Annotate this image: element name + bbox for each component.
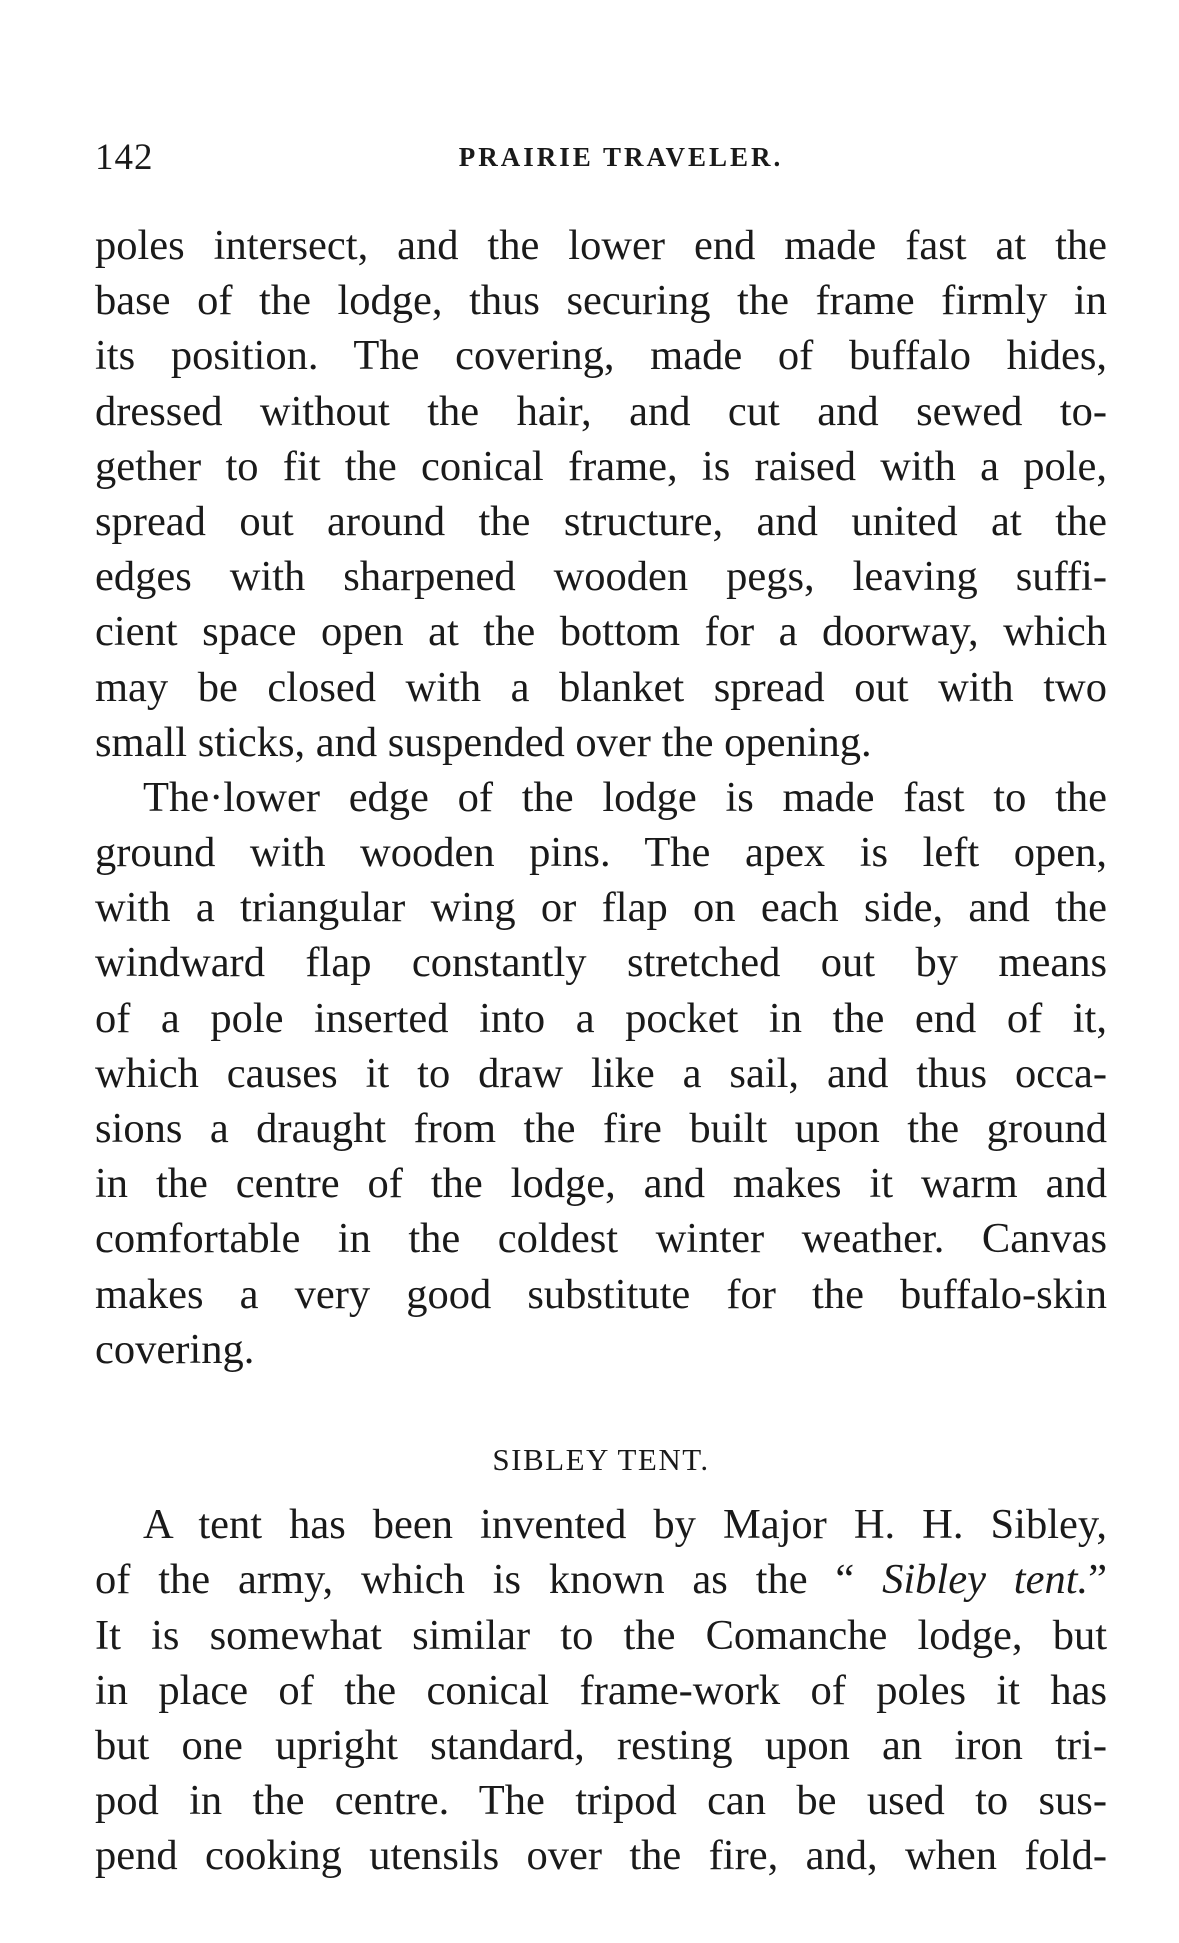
running-head: PRAIRIE TRAVELER. [458, 142, 784, 172]
text-line: which causes it to draw like a sail, and thus occa- [95, 1049, 1107, 1097]
section-heading: SIBLEY TENT. [492, 1441, 710, 1477]
text-line: makes a very good substitute for the buffalo-skin [95, 1270, 1107, 1318]
text-line: comfortable in the coldest winter weather. Canvas [95, 1215, 1107, 1263]
text-line: ground with wooden pins. The apex is left open, [95, 829, 1107, 877]
paragraph-lodge-frame [95, 218, 1107, 770]
text-line: windward flap constantly stretched out by means [95, 939, 1107, 987]
text-line: dressed without the hair, and cut and sewed to- [95, 387, 1107, 435]
page-number: 142 [95, 137, 154, 178]
text-line: covering. [95, 1325, 255, 1373]
text-line: A tent has been invented by Major H. H. Sibley, [143, 1501, 1107, 1549]
text-line: but one upright standard, resting upon an iron tri- [95, 1721, 1107, 1769]
text-line: its position. The covering, made of buffalo hides, [95, 332, 1107, 380]
text-line: It is somewhat similar to the Comanche lodge, but [95, 1611, 1107, 1659]
text-line: pend cooking utensils over the fire, and, when fold- [95, 1832, 1107, 1880]
paragraph-lodge-apex [95, 770, 1107, 1377]
text-line: base of the lodge, thus securing the frame firmly in [95, 277, 1107, 325]
text-line: with a triangular wing or flap on each side, and the [95, 884, 1107, 932]
text-line: small sticks, and suspended over the opening. [95, 718, 872, 766]
text-line: of a pole inserted into a pocket in the end of it, [95, 994, 1107, 1042]
body-text [95, 218, 1107, 1883]
text-line: spread out around the structure, and united at the [95, 497, 1107, 545]
italic-term: Sibley tent. [882, 1556, 1089, 1604]
paragraph-sibley-tent [95, 1497, 1107, 1883]
text-line: gether to fit the conical frame, is raised with a pole, [95, 442, 1107, 490]
text-line: edges with sharpened wooden pegs, leaving suffi- [95, 553, 1107, 601]
text-line: in the centre of the lodge, and makes it warm and [95, 1160, 1107, 1208]
text-fragment: ” [1088, 1556, 1107, 1604]
text-line: pod in the centre. The tripod can be used to sus- [95, 1777, 1107, 1825]
text-line: poles intersect, and the lower end made fast at the [95, 222, 1107, 269]
text-line: may be closed with a blanket spread out with two [95, 663, 1107, 711]
text-line: The·lower edge of the lodge is made fast to the [143, 773, 1107, 821]
text-line: in place of the conical frame-work of poles it has [95, 1666, 1107, 1714]
text-line: cient space open at the bottom for a doorway, which [95, 608, 1107, 656]
text-fragment: of the army, which is known as the “ [95, 1556, 883, 1604]
text-line: sions a draught from the fire built upon the ground [95, 1105, 1107, 1152]
text-line-with-italic [95, 1552, 1107, 1607]
page-header [95, 136, 1107, 186]
